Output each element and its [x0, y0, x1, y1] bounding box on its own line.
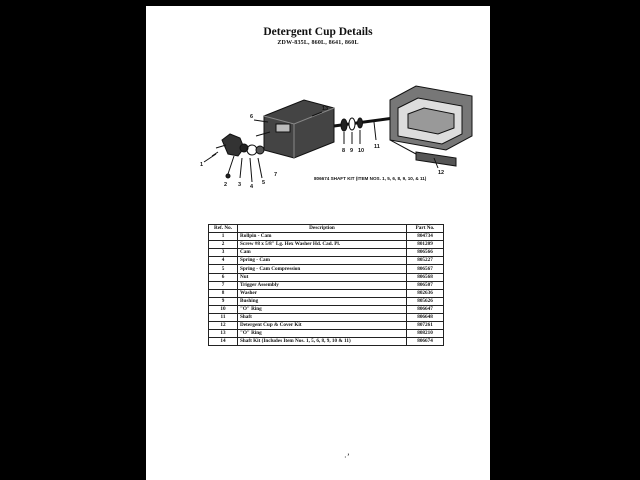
description: Shaft Kit (Includes Item Nos. 1, 5, 6, 8, 9, 10 & 11)	[238, 338, 407, 346]
table-row	[209, 322, 444, 330]
callout-8: 8	[342, 148, 346, 154]
callout-5: 5	[262, 180, 266, 186]
part-no: 806647	[407, 305, 444, 313]
ref-no: 6	[209, 273, 238, 281]
table-row	[209, 330, 444, 338]
description: Washer	[238, 289, 407, 297]
ref-no: 7	[209, 281, 238, 289]
part-no: 806567	[407, 265, 444, 273]
description: Detergent Cup & Cover Kit	[238, 322, 407, 330]
table-row	[209, 257, 444, 265]
header-ref-no: Ref. No.	[209, 225, 238, 233]
table-row	[209, 338, 444, 346]
table-row	[209, 273, 444, 281]
callout-10: 10	[358, 148, 365, 154]
table-row	[209, 289, 444, 297]
ref-no: 1	[209, 233, 238, 241]
ref-no: 11	[209, 314, 238, 322]
part-no: 808210	[407, 330, 444, 338]
exploded-parts-diagram	[194, 78, 474, 206]
description: Bushing	[238, 297, 407, 305]
ref-no: 9	[209, 297, 238, 305]
ref-no: 2	[209, 241, 238, 249]
callout-12: 12	[438, 170, 445, 176]
description: Nut	[238, 273, 407, 281]
description: Cam	[238, 249, 407, 257]
callout-13: 13	[322, 106, 329, 112]
callout-9: 9	[350, 148, 354, 154]
table-row	[209, 249, 444, 257]
part-no: 806674	[407, 338, 444, 346]
ref-no: 10	[209, 305, 238, 313]
callout-6: 6	[250, 114, 254, 120]
description: Trigger Assembly	[238, 281, 407, 289]
description: Screw #8 x 5/8" Lg. Hex Washer Hd. Cad. Pl.	[238, 241, 407, 249]
table-row	[209, 233, 444, 241]
description: Spring - Cam	[238, 257, 407, 265]
document-page	[146, 6, 490, 480]
part-no: 802636	[407, 289, 444, 297]
ref-no: 8	[209, 289, 238, 297]
description: "O" Ring	[238, 305, 407, 313]
footer-mark: ∙’	[344, 452, 350, 462]
header-part-no: Part No.	[407, 225, 444, 233]
callout-11: 11	[374, 144, 380, 150]
part-no: 807261	[407, 322, 444, 330]
callout-2: 2	[224, 182, 228, 188]
part-no: 801209	[407, 241, 444, 249]
part-no: 806648	[407, 314, 444, 322]
description: Shaft	[238, 314, 407, 322]
table-row	[209, 305, 444, 313]
table-row	[209, 314, 444, 322]
part-no: 805227	[407, 257, 444, 265]
ref-no: 12	[209, 322, 238, 330]
description: Rollpin - Cam	[238, 233, 407, 241]
description: Spring - Cam Compression	[238, 265, 407, 273]
part-no: 806568	[407, 273, 444, 281]
header-description: Description	[238, 225, 407, 233]
document-title: Detergent Cup Details	[263, 26, 373, 38]
callout-7: 7	[274, 172, 278, 178]
table-row	[209, 241, 444, 249]
table-header-row	[209, 225, 444, 233]
description: "O" Ring	[238, 330, 407, 338]
part-no: 806566	[407, 249, 444, 257]
part-no: 804734	[407, 233, 444, 241]
callout-1: 1	[200, 162, 204, 168]
table-row	[209, 281, 444, 289]
shaft-kit-label: 806674 SHAFT KIT (ITEM NOS. 1, 5, 6, 8, 9, 10, & 11)	[314, 176, 427, 181]
model-numbers: ZDW-835L, 860L, 8641, 860L	[277, 40, 359, 46]
ref-no: 3	[209, 249, 238, 257]
parts-table	[208, 224, 444, 346]
part-no: 805626	[407, 297, 444, 305]
callout-3: 3	[238, 182, 242, 188]
ref-no: 4	[209, 257, 238, 265]
callout-4: 4	[250, 184, 254, 190]
ref-no: 5	[209, 265, 238, 273]
ref-no: 13	[209, 330, 238, 338]
ref-no: 14	[209, 338, 238, 346]
part-no: 806507	[407, 281, 444, 289]
table-row	[209, 297, 444, 305]
table-row	[209, 265, 444, 273]
